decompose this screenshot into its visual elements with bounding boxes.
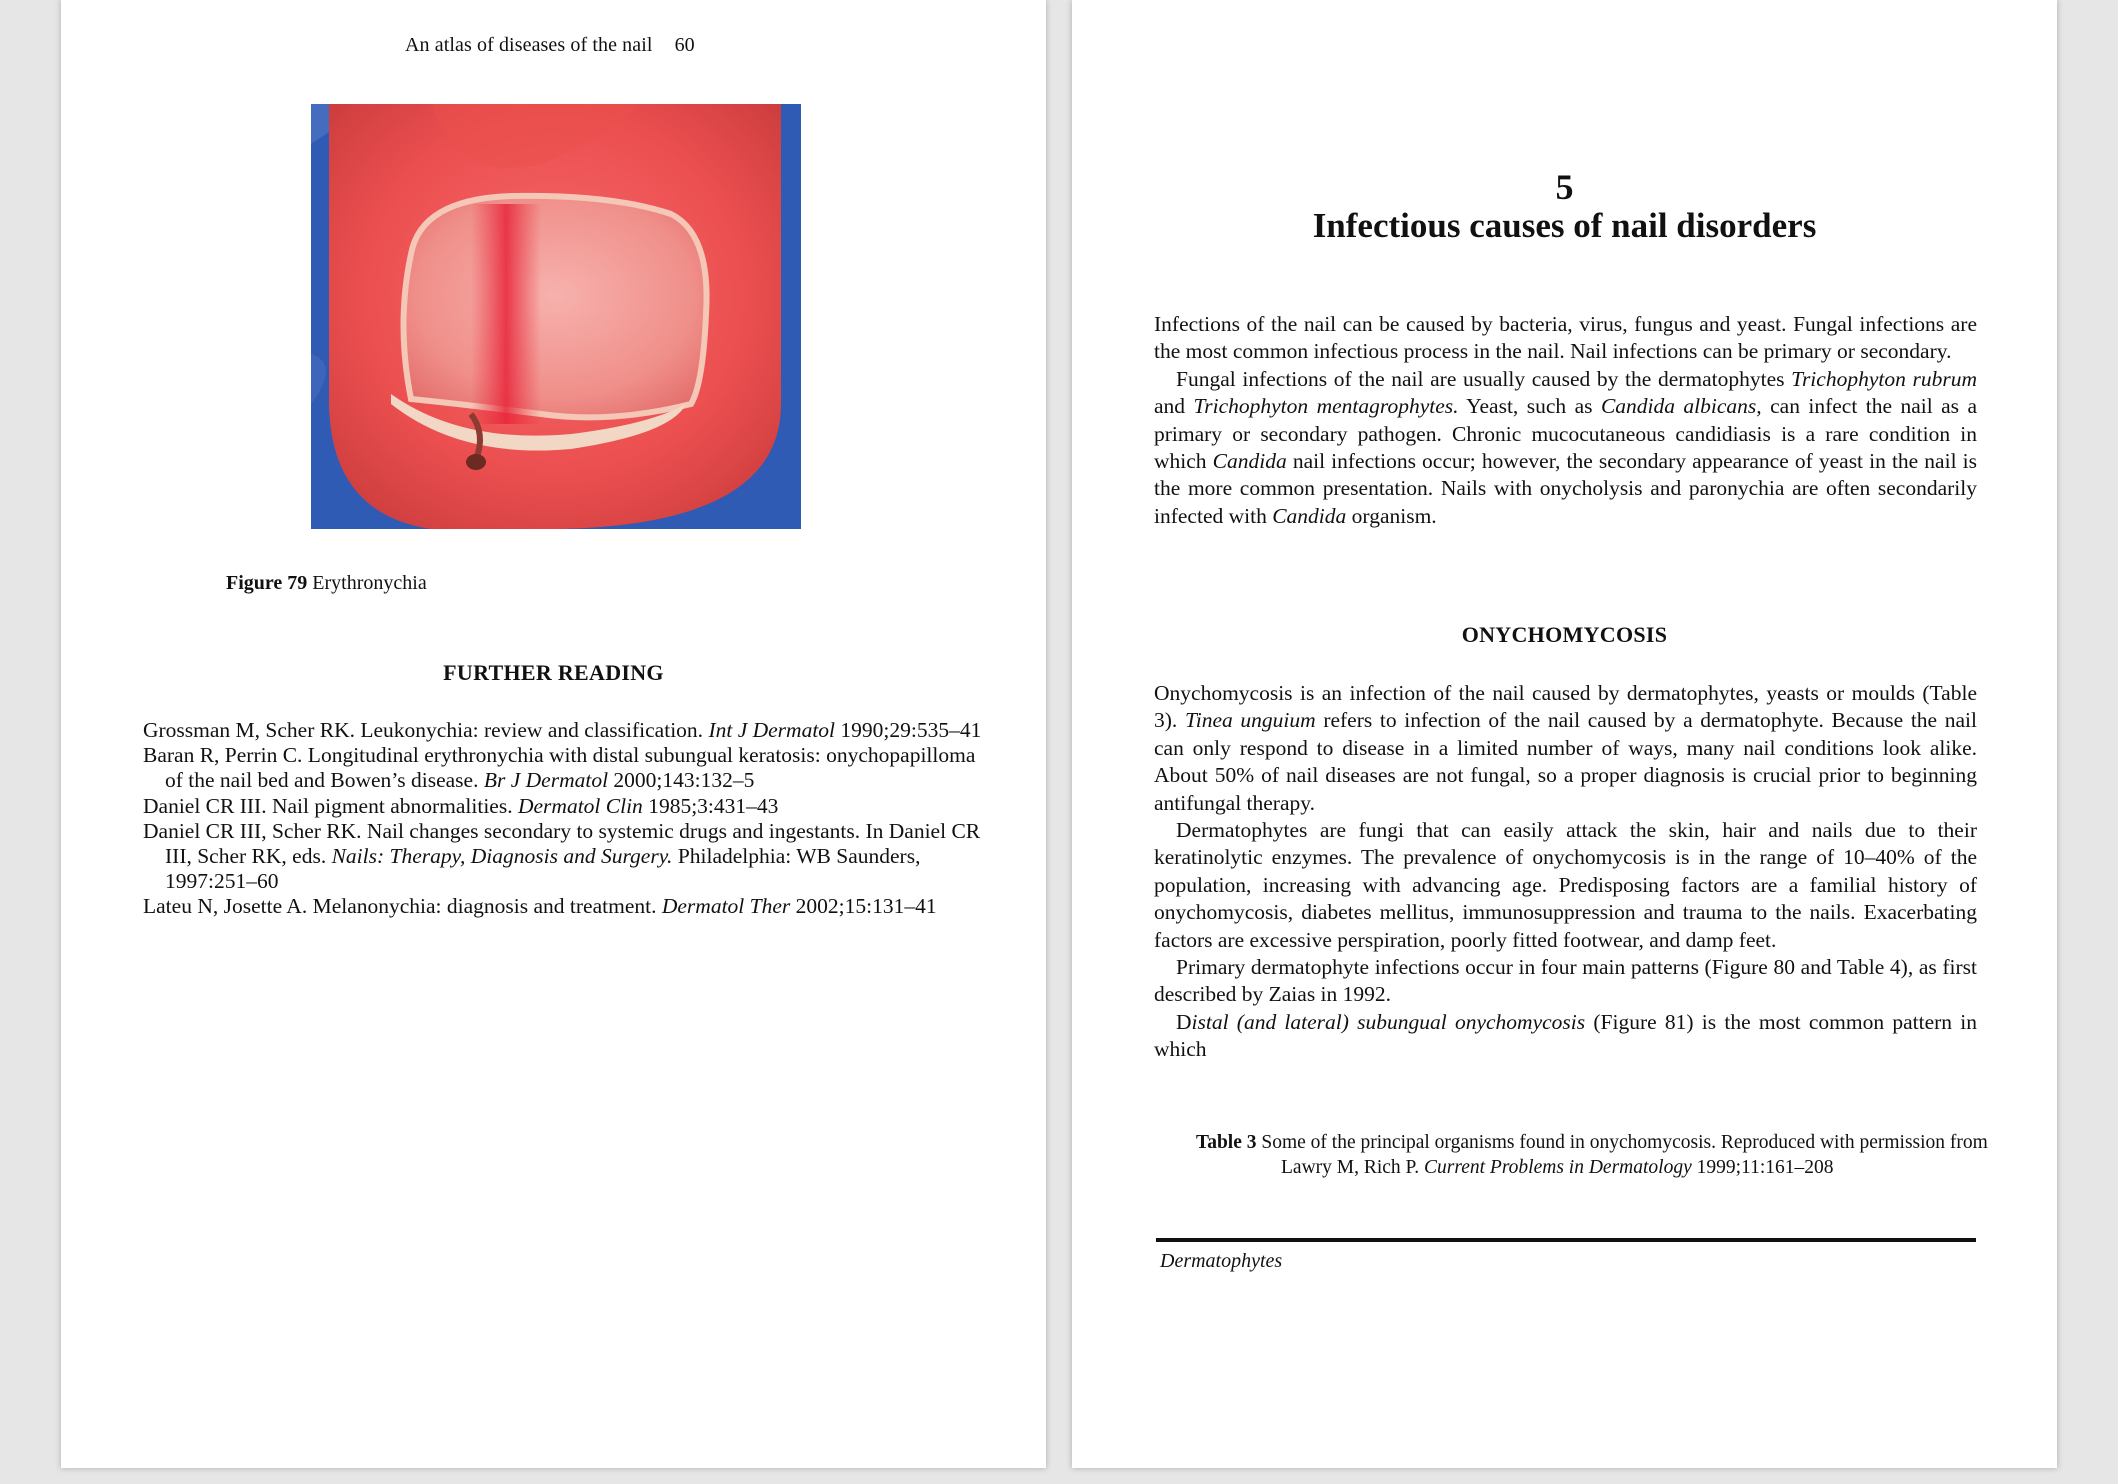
reference-authors-title: Daniel CR III, Scher RK. Nail changes secondary to systemic drugs and ingestants. In Daniel CR III, Scher RK, eds. xyxy=(143,818,981,869)
table-caption xyxy=(1196,1130,2021,1180)
reference-citation: 1985;3:431–43 xyxy=(642,793,779,818)
text-run: (Figure 81) is the most common pattern in which xyxy=(1154,1009,1978,1062)
reference-authors-title: Daniel CR III. Nail pigment abnormalities. xyxy=(143,793,518,818)
onychomycosis-text xyxy=(1154,680,1977,1064)
intro-paragraph-2 xyxy=(1154,366,1977,530)
reference-item xyxy=(143,718,983,743)
reference-citation: 2000;143:132–5 xyxy=(608,768,755,793)
further-reading-heading: FURTHER READING xyxy=(443,660,664,685)
text-run: refers to infection of the nail caused by a dermatophyte. Because the nail can only respond to disease in a limited number of ways, many nail conditions look alike. About 50% of nail diseases are not fungal, so a proper diagnosis is crucial prior to beginning antifungal therapy. xyxy=(1154,708,1977,815)
onychomycosis-heading: ONYCHOMYCOSIS xyxy=(1461,622,1668,647)
reference-authors-title: Grossman M, Scher RK. Leukonychia: review and classification. xyxy=(143,718,709,742)
chapter-number: 5 xyxy=(1555,167,1574,207)
text-run: and xyxy=(1154,394,1194,419)
text-run: nail infections occur; however, the secondary appearance of yeast in the nail is the more common presentation. Nails with onycholysis and paronychia are often secondarily infected with xyxy=(1154,449,1977,528)
right-page xyxy=(1072,0,2057,1468)
text-run: D xyxy=(1176,1009,1192,1034)
onychomycosis-paragraph-2: Dermatophytes are fungi that can easily attack the skin, hair and nails due to their keratinolytic enzymes. The prevalence of onychomycosis is in the range of 10–40% of the population, increasing with advancing age. Predisposing factors are a familial history of onychomycosis, diabetes mellitus, immunosuppression and trauma to the nails. Exacerbating factors are excessive perspiration, poorly fitted footwear, and damp feet. xyxy=(1154,818,1977,952)
reference-journal: Int J Dermatol xyxy=(708,718,836,742)
chapter-title: Infectious causes of nail disorders xyxy=(1312,206,1817,245)
reference-journal: Dermatol Ther xyxy=(661,894,791,919)
figure-caption-text: Erythronychia xyxy=(312,572,427,594)
italic-text: Candida albicans, xyxy=(1600,394,1762,419)
reference-journal: Dermatol Clin xyxy=(517,793,643,818)
table-caption-citation: 1999;11:161–208 xyxy=(1691,1157,1834,1178)
text-run: Fungal infections of the nail are usually caused by the dermatophytes xyxy=(1176,366,1792,391)
italic-text: Candida xyxy=(1212,449,1287,474)
onychomycosis-paragraph-4 xyxy=(1154,1009,1977,1064)
reference-item xyxy=(143,894,983,919)
figure-label: Figure 79 xyxy=(226,572,308,594)
reference-authors-title: Lateu N, Josette A. Melanonychia: diagnosis and treatment. xyxy=(143,894,662,919)
left-page xyxy=(61,0,1046,1468)
intro-text xyxy=(1154,311,1977,530)
text-run: can infect the nail as a primary or secondary pathogen. Chronic mucocutaneous candidiasis is a rare condition in which xyxy=(1154,394,1977,474)
reference-item xyxy=(143,819,983,895)
onychomycosis-paragraph-1 xyxy=(1154,680,1977,817)
table-label: Table 3 xyxy=(1196,1132,1257,1153)
reference-journal: Nails: Therapy, Diagnosis and Surgery. xyxy=(331,844,673,869)
table-caption-text: Some of the principal organisms found in onychomycosis. Reproduced with permission from Lawry M, Rich P. xyxy=(1256,1132,1988,1178)
reference-item xyxy=(143,794,983,819)
reference-citation: 1990;29:535–41 xyxy=(835,718,982,742)
reference-journal: Br J Dermatol xyxy=(483,768,609,793)
figure-caption xyxy=(226,572,427,595)
running-head xyxy=(405,34,695,57)
intro-paragraph-1: Infections of the nail can be caused by bacteria, virus, fungus and yeast. Fungal infections are the most common infectious process in the nail. Nail infections can be primary or secondary. xyxy=(1154,312,1977,364)
reference-citation: Philadelphia: WB Saunders, 1997:251–60 xyxy=(165,844,921,894)
erythronychia-photo xyxy=(311,104,801,529)
table-column-header: Dermatophytes xyxy=(1160,1250,1283,1272)
table-caption-journal: Current Problems in Dermatology xyxy=(1424,1157,1692,1178)
page-number: 60 xyxy=(674,34,695,56)
italic-text: Tinea unguium xyxy=(1184,708,1316,733)
nail-illustration xyxy=(311,104,801,529)
reference-authors-title: Baran R, Perrin C. Longitudinal erythronychia with distal subungual keratosis: onychopapilloma of the nail bed and Bowen’s disease. xyxy=(143,743,976,793)
table-top-rule xyxy=(1156,1238,1976,1242)
text-run: Onychomycosis is an infection of the nail caused by dermatophytes, yeasts or moulds (Table 3). xyxy=(1154,681,1977,733)
text-run: organism. xyxy=(1346,503,1437,528)
italic-text: Candida xyxy=(1272,503,1347,528)
reference-item xyxy=(143,743,983,793)
reference-list xyxy=(143,718,983,920)
onychomycosis-paragraph-3: Primary dermatophyte infections occur in four main patterns (Figure 80 and Table 4), as first described by Zaias in 1992. xyxy=(1154,955,1977,1007)
running-head-title: An atlas of diseases of the nail xyxy=(405,34,653,56)
italic-text: istal (and lateral) subungual onychomycosis xyxy=(1191,1009,1586,1034)
reference-citation: 2002;15:131–41 xyxy=(790,894,937,919)
italic-text: Trichophyton mentagrophytes. xyxy=(1193,394,1459,419)
italic-text: Trichophyton rubrum xyxy=(1791,366,1977,391)
text-run: Yeast, such as xyxy=(1458,394,1601,419)
